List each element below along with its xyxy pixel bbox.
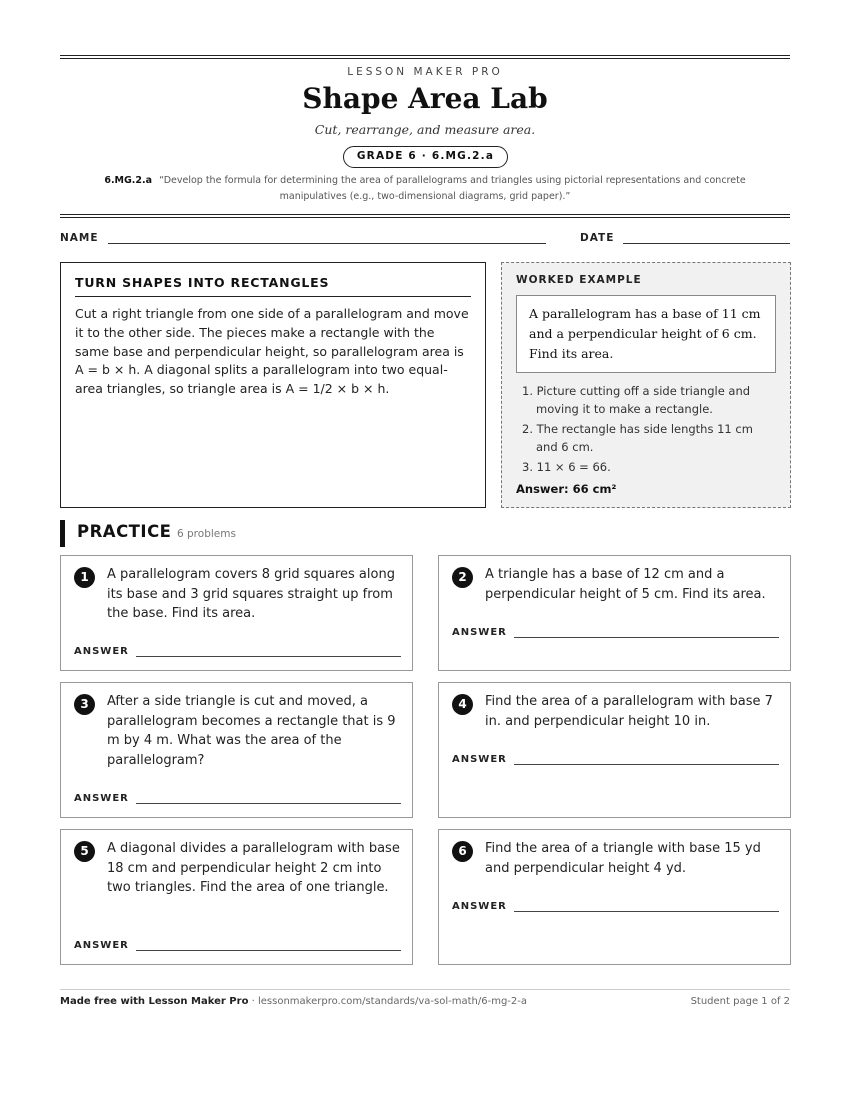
- worked-example-box: [501, 262, 791, 508]
- answer-label: ANSWER: [452, 627, 507, 638]
- footer-rule: [60, 989, 790, 990]
- page-title: Shape Area Lab: [302, 82, 548, 115]
- name-label: NAME: [60, 232, 99, 244]
- problem-text: A diagonal divides a parallelogram with base 18 cm and perpendicular height 2 cm into two triangles. Find the area of one triangle.: [107, 841, 400, 895]
- worked-example-answer: Answer: 66 cm²: [516, 482, 617, 496]
- name-field[interactable]: [108, 243, 546, 244]
- problem-card-1: [60, 555, 413, 671]
- problem-number: 6: [452, 841, 473, 862]
- page-subtitle: Cut, rearrange, and measure area.: [314, 122, 536, 137]
- footer-credit: [60, 996, 527, 1007]
- problem-text: Find the area of a triangle with base 15 yd and perpendicular height 4 yd.: [485, 841, 761, 876]
- worked-example-steps: [516, 382, 776, 476]
- problem-card-6: [438, 829, 791, 965]
- problem-number: 3: [74, 694, 95, 715]
- worked-example-title: WORKED EXAMPLE: [516, 274, 642, 286]
- practice-count: 6 problems: [177, 528, 236, 540]
- practice-accent-bar: [60, 520, 65, 547]
- problem-number: 5: [74, 841, 95, 862]
- answer-label: ANSWER: [452, 901, 507, 912]
- problem-number: 1: [74, 567, 95, 588]
- problem-card-4: [438, 682, 791, 818]
- problem-number: 2: [452, 567, 473, 588]
- worked-step: 1. Picture cutting off a side triangle and moving it to make a rectangle.: [522, 384, 751, 416]
- problem-card-2: [438, 555, 791, 671]
- standard-description: [80, 173, 770, 205]
- answer-label: ANSWER: [74, 940, 129, 951]
- problem-text: After a side triangle is cut and moved, a parallelogram becomes a rectangle that is 9 m by 4 m. What was the area of the parallelogram?: [107, 694, 396, 768]
- standard-code: 6.MG.2.a: [104, 175, 153, 186]
- answer-line[interactable]: [514, 764, 779, 765]
- concept-box: [60, 262, 486, 508]
- concept-body: Cut a right triangle from one side of a parallelogram and move it to the other side. The pieces make a rectangle with the same base and perpendicular height, so parallelogram area is A = b × h. A diagonal splits a parallelogram into two equal-area triangles, so triangle area is A = 1/2 × b × h.: [75, 306, 469, 397]
- answer-line[interactable]: [136, 803, 401, 804]
- footer-url[interactable]: · lessonmakerpro.com/standards/va-sol-math/6-mg-2-a: [251, 996, 528, 1007]
- concept-title: TURN SHAPES INTO RECTANGLES: [75, 275, 471, 297]
- answer-line[interactable]: [136, 950, 401, 951]
- problem-text: A parallelogram covers 8 grid squares along its base and 3 grid squares straight up from the base. Find its area.: [107, 567, 395, 621]
- problem-text: A triangle has a base of 12 cm and a perpendicular height of 5 cm. Find its area.: [485, 567, 766, 602]
- answer-label: ANSWER: [74, 646, 129, 657]
- answer-label: ANSWER: [74, 793, 129, 804]
- date-label: DATE: [580, 232, 615, 244]
- problem-text: Find the area of a parallelogram with base 7 in. and perpendicular height 10 in.: [485, 694, 773, 729]
- brand-name: LESSON MAKER PRO: [347, 66, 503, 78]
- answer-line[interactable]: [136, 656, 401, 657]
- problem-card-5: [60, 829, 413, 965]
- footer-page-number: Student page 1 of 2: [690, 996, 790, 1007]
- answer-line[interactable]: [514, 911, 779, 912]
- answer-line[interactable]: [514, 637, 779, 638]
- worked-example-problem: A parallelogram has a base of 11 cm and a perpendicular height of 6 cm. Find its area.: [516, 295, 776, 373]
- answer-label: ANSWER: [452, 754, 507, 765]
- header-top-rule: [60, 55, 790, 59]
- problem-number: 4: [452, 694, 473, 715]
- problem-card-3: [60, 682, 413, 818]
- worked-step: 3. 11 × 6 = 66.: [522, 460, 611, 474]
- date-field[interactable]: [623, 243, 790, 244]
- practice-heading: PRACTICE: [77, 522, 172, 541]
- grade-badge: GRADE 6 · 6.MG.2.a: [343, 146, 508, 168]
- footer-made-with: Made free with Lesson Maker Pro: [60, 996, 249, 1007]
- header-bottom-rule: [60, 214, 790, 218]
- worked-step: 2. The rectangle has side lengths 11 cm and 6 cm.: [522, 422, 753, 454]
- standard-text: “Develop the formula for determining the area of parallelograms and triangles using pictorial representations and concrete manipulatives (e.g., two-dimensional diagrams, grid paper).”: [159, 175, 746, 202]
